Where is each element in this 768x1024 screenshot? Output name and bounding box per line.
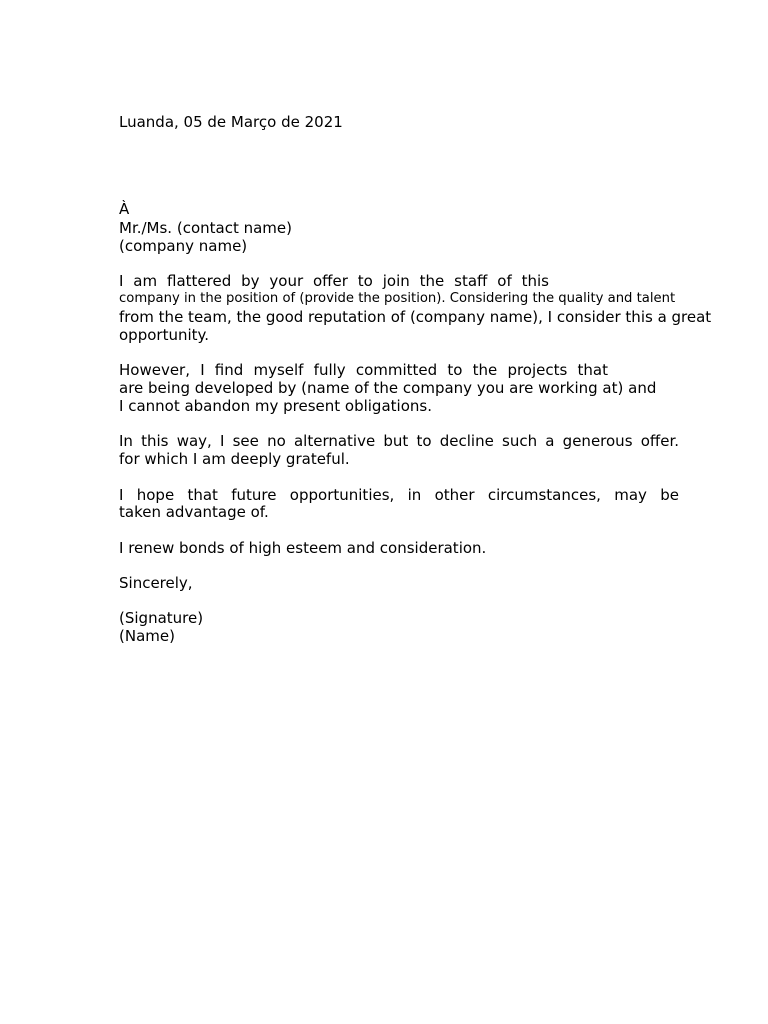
paragraph-2-line-3: I cannot abandon my present obligations. bbox=[119, 397, 432, 415]
paragraph-4-line-2: taken advantage of. bbox=[119, 503, 269, 521]
recipient-contact: Mr./Ms. (contact name) bbox=[119, 219, 292, 237]
paragraph-1-line-2: company in the position of (provide the position). Considering the quality and talent bbox=[119, 291, 676, 306]
recipient-salutation: À bbox=[119, 200, 130, 218]
paragraph-1-line-4: opportunity. bbox=[119, 326, 210, 344]
date-line: Luanda, 05 de Março de 2021 bbox=[119, 113, 343, 131]
recipient-company: (company name) bbox=[119, 237, 248, 255]
paragraph-4-line-1: I hope that future opportunities, in other circumstances, may be bbox=[119, 486, 679, 504]
paragraph-1-line-3: from the team, the good reputation of (company name), I consider this a great bbox=[119, 308, 712, 326]
closing-line: Sincerely, bbox=[119, 574, 193, 592]
paragraph-5-line-1: I renew bonds of high esteem and consideration. bbox=[119, 539, 487, 557]
paragraph-2-line-1: However, I find myself fully committed to the projects that bbox=[119, 361, 608, 379]
paragraph-1-line-1: I am flattered by your offer to join the staff of this bbox=[119, 272, 549, 290]
paragraph-3-line-2: for which I am deeply grateful. bbox=[119, 450, 350, 468]
signature-line: (Signature) bbox=[119, 609, 204, 627]
paragraph-2-line-2: are being developed by (name of the company you are working at) and bbox=[119, 379, 657, 397]
paragraph-3-line-1: In this way, I see no alternative but to decline such a generous offer. bbox=[119, 432, 679, 450]
name-line: (Name) bbox=[119, 627, 175, 645]
